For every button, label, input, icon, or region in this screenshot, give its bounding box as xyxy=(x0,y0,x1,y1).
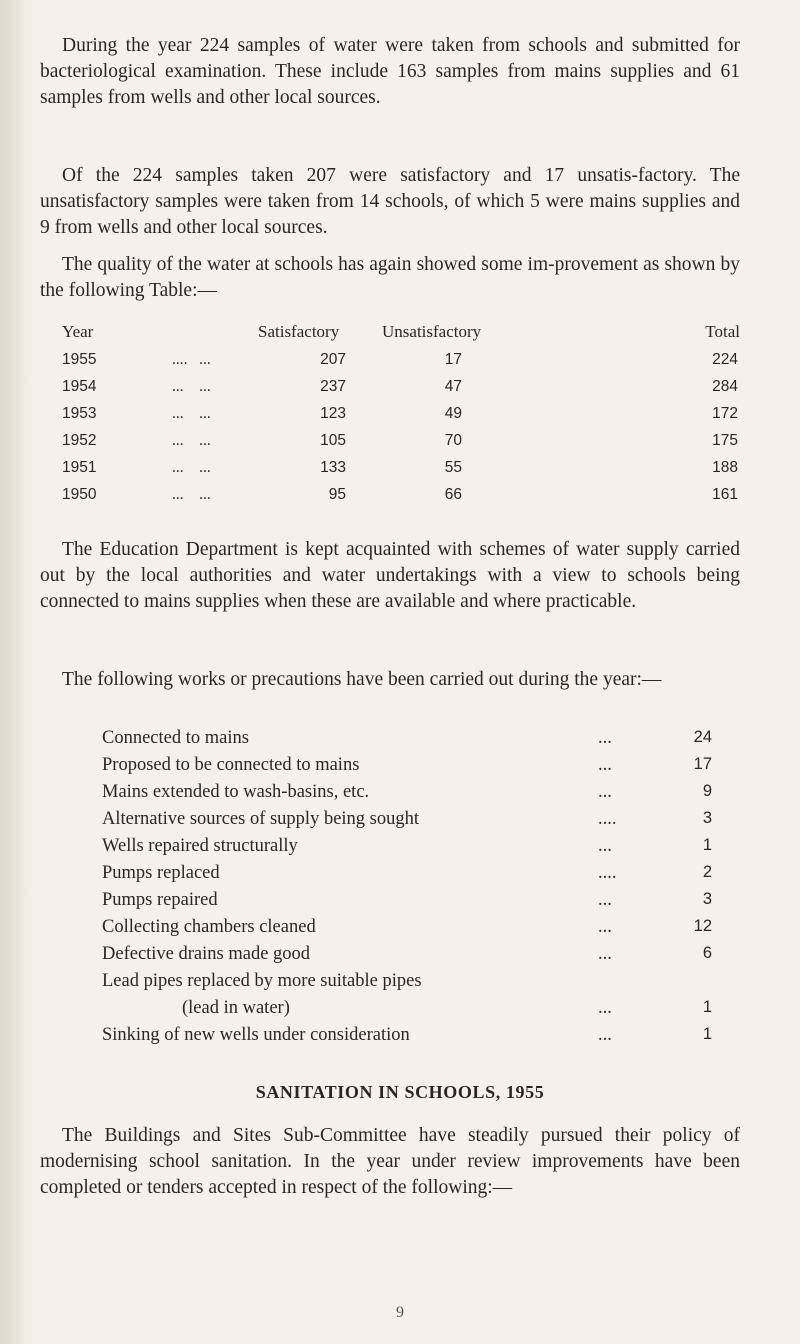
work-label: Pumps repaired xyxy=(102,890,218,910)
work-leader: ... xyxy=(598,917,612,937)
header-satisfactory: Satisfactory xyxy=(258,322,340,341)
list-item xyxy=(102,863,712,889)
list-item xyxy=(102,944,712,970)
list-item xyxy=(102,836,712,862)
list-item xyxy=(102,809,712,835)
cell-total: 284 xyxy=(712,378,738,395)
table-row xyxy=(62,351,742,377)
cell-total: 224 xyxy=(712,351,738,368)
header-total: Total xyxy=(705,322,740,341)
cell-satisfactory: 133 xyxy=(320,459,346,476)
work-leader: ... xyxy=(598,728,612,748)
cell-year: 1951 xyxy=(62,459,97,476)
work-leader: .... xyxy=(598,863,617,883)
paragraph-samples: During the year 224 samples of water were taken from schools and submitted for bacteriological examination. These include 163 samples from mains supplies and 61 samples from wells and other local sources. xyxy=(40,35,740,108)
paragraph-education-department: The Education Department is kept acquainted with schemes of water supply carried out by the local authorities and water undertakings with a view to schools being connected to mains supplies when these are available and where practicable. xyxy=(40,539,740,612)
page-number: 9 xyxy=(396,1304,404,1321)
cell-leader: ... ... xyxy=(172,378,211,395)
paragraph-works-intro: The following works or precautions have been carried out during the year:— xyxy=(62,669,662,690)
page-edge-shadow xyxy=(0,0,34,1344)
work-count: 3 xyxy=(702,890,712,908)
table-row xyxy=(62,405,742,431)
header-year: Year xyxy=(62,322,94,341)
work-leader: .... xyxy=(598,809,617,829)
cell-unsatisfactory: 17 xyxy=(444,351,462,368)
section-heading: SANITATION IN SCHOOLS, 1955 xyxy=(255,1082,545,1102)
cell-year: 1954 xyxy=(62,378,97,395)
work-count: 3 xyxy=(702,809,712,827)
cell-satisfactory: 95 xyxy=(328,486,346,503)
work-label: Lead pipes replaced by more suitable pipes xyxy=(102,971,422,991)
cell-total: 188 xyxy=(712,459,738,476)
list-item xyxy=(102,890,712,916)
cell-total: 161 xyxy=(712,486,738,503)
cell-unsatisfactory: 49 xyxy=(444,405,462,422)
list-item xyxy=(102,728,712,754)
table-header xyxy=(62,322,742,348)
work-label: Sinking of new wells under consideration xyxy=(102,1025,410,1045)
paragraph-sanitation: The Buildings and Sites Sub-Committee have steadily pursued their policy of modernising school sanitation. In the year under review improvements have been completed or tenders accepted in respect of the following:— xyxy=(40,1125,740,1198)
work-label: Connected to mains xyxy=(102,728,249,748)
cell-unsatisfactory: 66 xyxy=(444,486,462,503)
table-row xyxy=(62,459,742,485)
cell-satisfactory: 105 xyxy=(320,432,346,449)
table-row xyxy=(62,486,742,512)
work-count: 6 xyxy=(702,944,712,962)
work-leader: ... xyxy=(598,890,612,910)
work-count: 1 xyxy=(702,836,712,854)
cell-year: 1952 xyxy=(62,432,97,449)
list-item xyxy=(102,782,712,808)
paragraph-quality: The quality of the water at schools has again showed some im-provement as shown by the following Table:— xyxy=(40,254,740,301)
cell-year: 1955 xyxy=(62,351,97,368)
work-count: 1 xyxy=(702,998,712,1016)
work-leader: ... xyxy=(598,782,612,802)
work-leader: ... xyxy=(598,944,612,964)
work-count: 24 xyxy=(693,728,712,746)
work-label: Defective drains made good xyxy=(102,944,311,964)
cell-year: 1953 xyxy=(62,405,97,422)
cell-satisfactory: 237 xyxy=(320,378,346,395)
cell-leader: ... ... xyxy=(172,486,211,503)
cell-total: 172 xyxy=(712,405,738,422)
work-label: (lead in water) xyxy=(182,998,290,1018)
work-count: 12 xyxy=(693,917,712,935)
table-row xyxy=(62,378,742,404)
work-label: Pumps replaced xyxy=(102,863,220,883)
cell-unsatisfactory: 55 xyxy=(444,459,462,476)
list-item xyxy=(102,971,712,997)
work-leader: ... xyxy=(598,1025,612,1045)
work-count: 1 xyxy=(702,1025,712,1043)
work-label: Mains extended to wash-basins, etc. xyxy=(102,782,370,802)
cell-leader: .... ... xyxy=(172,351,211,368)
work-label: Alternative sources of supply being sought xyxy=(102,809,420,829)
work-label: Collecting chambers cleaned xyxy=(102,917,316,937)
list-item xyxy=(102,917,712,943)
list-item xyxy=(102,998,712,1024)
cell-satisfactory: 123 xyxy=(320,405,346,422)
list-item xyxy=(102,1025,712,1051)
cell-total: 175 xyxy=(712,432,738,449)
work-leader: ... xyxy=(598,755,612,775)
cell-leader: ... ... xyxy=(172,432,211,449)
work-label: Proposed to be connected to mains xyxy=(102,755,360,775)
cell-unsatisfactory: 47 xyxy=(444,378,462,395)
cell-leader: ... ... xyxy=(172,459,211,476)
paragraph-results: Of the 224 samples taken 207 were satisfactory and 17 unsatis-factory. The unsatisfactory samples were taken from 14 schools, of which 5 were mains supplies and 9 from wells and other local sources. xyxy=(40,165,740,238)
cell-year: 1950 xyxy=(62,486,97,503)
cell-unsatisfactory: 70 xyxy=(444,432,462,449)
cell-satisfactory: 207 xyxy=(320,351,346,368)
work-count: 17 xyxy=(693,755,712,773)
work-leader: ... xyxy=(598,998,612,1018)
header-unsatisfactory: Unsatisfactory xyxy=(382,322,482,341)
list-item xyxy=(102,755,712,781)
cell-leader: ... ... xyxy=(172,405,211,422)
table-row xyxy=(62,432,742,458)
work-label: Wells repaired structurally xyxy=(102,836,298,856)
work-leader: ... xyxy=(598,836,612,856)
work-count: 2 xyxy=(702,863,712,881)
work-count: 9 xyxy=(702,782,712,800)
